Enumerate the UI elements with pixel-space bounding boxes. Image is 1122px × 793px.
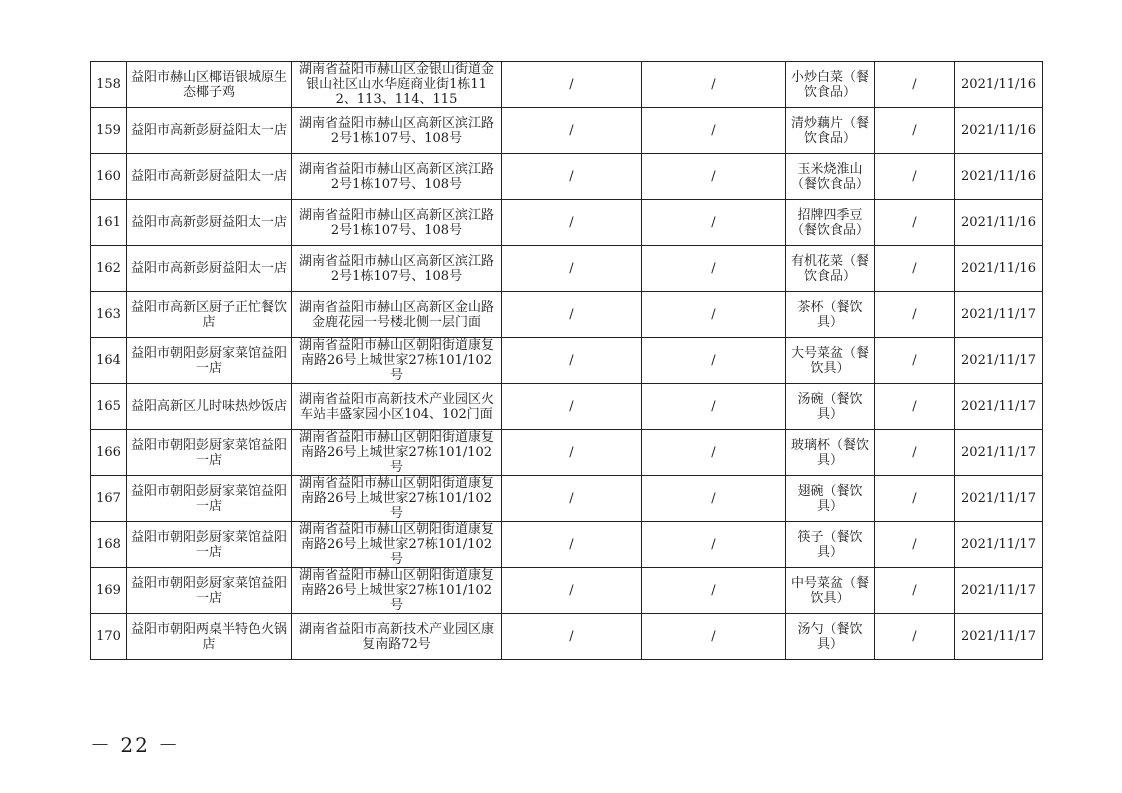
cell-row-index: 163	[91, 292, 127, 338]
cell-business-address: 湖南省益阳市赫山区朝阳街道康复南路26号上城世家27栋101/102号	[292, 522, 502, 568]
cell-business-address: 湖南省益阳市赫山区高新区滨江路2号1栋107号、108号	[292, 154, 502, 200]
table-row	[91, 62, 1043, 108]
cell-trademark: /	[502, 108, 642, 154]
cell-specification: /	[642, 384, 786, 430]
cell-trademark: /	[502, 384, 642, 430]
cell-trademark: /	[502, 522, 642, 568]
cell-row-index: 164	[91, 338, 127, 384]
cell-business-address: 湖南省益阳市赫山区高新区金山路金鹿花园一号楼北侧一层门面	[292, 292, 502, 338]
cell-business-address: 湖南省益阳市高新技术产业园区康复南路72号	[292, 614, 502, 660]
cell-business-name: 益阳市朝阳彭厨家菜馆益阳一店	[127, 430, 292, 476]
table-body	[91, 62, 1043, 660]
table-row	[91, 568, 1043, 614]
cell-sample-name: 茶杯（餐饮具）	[786, 292, 875, 338]
cell-manufacture-date: /	[875, 338, 955, 384]
cell-business-address: 湖南省益阳市赫山区金银山街道金银山社区山水华庭商业街1栋112、113、114、115	[292, 62, 502, 108]
cell-manufacture-date: /	[875, 430, 955, 476]
cell-row-index: 162	[91, 246, 127, 292]
cell-row-index: 158	[91, 62, 127, 108]
cell-business-name: 益阳市朝阳彭厨家菜馆益阳一店	[127, 476, 292, 522]
cell-trademark: /	[502, 246, 642, 292]
cell-inspection-date: 2021/11/17	[955, 338, 1043, 384]
cell-trademark: /	[502, 62, 642, 108]
cell-manufacture-date: /	[875, 246, 955, 292]
cell-inspection-date: 2021/11/17	[955, 522, 1043, 568]
cell-business-name: 益阳高新区儿时味热炒饭店	[127, 384, 292, 430]
table-row	[91, 154, 1043, 200]
table-row	[91, 614, 1043, 660]
cell-specification: /	[642, 108, 786, 154]
cell-inspection-date: 2021/11/16	[955, 154, 1043, 200]
inspection-table	[90, 61, 1043, 660]
cell-sample-name: 筷子（餐饮具）	[786, 522, 875, 568]
cell-business-address: 湖南省益阳市赫山区高新区滨江路2号1栋107号、108号	[292, 108, 502, 154]
table-row	[91, 476, 1043, 522]
cell-sample-name: 大号菜盆（餐饮具）	[786, 338, 875, 384]
cell-specification: /	[642, 246, 786, 292]
cell-inspection-date: 2021/11/17	[955, 292, 1043, 338]
cell-business-address: 湖南省益阳市赫山区朝阳街道康复南路26号上城世家27栋101/102号	[292, 568, 502, 614]
table-row	[91, 108, 1043, 154]
cell-business-name: 益阳市朝阳两桌半特色火锅店	[127, 614, 292, 660]
cell-business-name: 益阳市高新区厨子正忙餐饮店	[127, 292, 292, 338]
cell-sample-name: 汤勺（餐饮具）	[786, 614, 875, 660]
cell-trademark: /	[502, 614, 642, 660]
cell-sample-name: 小炒白菜（餐饮食品）	[786, 62, 875, 108]
cell-sample-name: 玉米烧淮山（餐饮食品）	[786, 154, 875, 200]
cell-inspection-date: 2021/11/16	[955, 200, 1043, 246]
cell-row-index: 160	[91, 154, 127, 200]
cell-row-index: 161	[91, 200, 127, 246]
cell-inspection-date: 2021/11/16	[955, 246, 1043, 292]
cell-manufacture-date: /	[875, 62, 955, 108]
cell-inspection-date: 2021/11/17	[955, 384, 1043, 430]
cell-row-index: 169	[91, 568, 127, 614]
cell-manufacture-date: /	[875, 154, 955, 200]
cell-manufacture-date: /	[875, 384, 955, 430]
cell-trademark: /	[502, 476, 642, 522]
cell-manufacture-date: /	[875, 568, 955, 614]
table-row	[91, 430, 1043, 476]
cell-sample-name: 汤碗（餐饮具）	[786, 384, 875, 430]
cell-business-name: 益阳市朝阳彭厨家菜馆益阳一店	[127, 522, 292, 568]
cell-manufacture-date: /	[875, 200, 955, 246]
cell-business-name: 益阳市高新彭厨益阳太一店	[127, 200, 292, 246]
cell-specification: /	[642, 522, 786, 568]
cell-inspection-date: 2021/11/16	[955, 108, 1043, 154]
cell-inspection-date: 2021/11/17	[955, 614, 1043, 660]
cell-business-name: 益阳市高新彭厨益阳太一店	[127, 154, 292, 200]
cell-row-index: 159	[91, 108, 127, 154]
cell-sample-name: 清炒藕片（餐饮食品）	[786, 108, 875, 154]
cell-trademark: /	[502, 430, 642, 476]
cell-business-address: 湖南省益阳市赫山区朝阳街道康复南路26号上城世家27栋101/102号	[292, 430, 502, 476]
cell-inspection-date: 2021/11/16	[955, 62, 1043, 108]
cell-manufacture-date: /	[875, 614, 955, 660]
cell-specification: /	[642, 568, 786, 614]
cell-manufacture-date: /	[875, 476, 955, 522]
cell-business-name: 益阳市高新彭厨益阳太一店	[127, 246, 292, 292]
cell-manufacture-date: /	[875, 292, 955, 338]
cell-manufacture-date: /	[875, 522, 955, 568]
cell-specification: /	[642, 154, 786, 200]
table-row	[91, 246, 1043, 292]
cell-row-index: 167	[91, 476, 127, 522]
cell-specification: /	[642, 476, 786, 522]
cell-trademark: /	[502, 568, 642, 614]
cell-specification: /	[642, 200, 786, 246]
cell-trademark: /	[502, 292, 642, 338]
cell-specification: /	[642, 292, 786, 338]
cell-business-address: 湖南省益阳市高新技术产业园区火车站丰盛家园小区104、102门面	[292, 384, 502, 430]
cell-inspection-date: 2021/11/17	[955, 430, 1043, 476]
cell-business-name: 益阳市朝阳彭厨家菜馆益阳一店	[127, 338, 292, 384]
cell-specification: /	[642, 62, 786, 108]
cell-sample-name: 玻璃杯（餐饮具）	[786, 430, 875, 476]
page-number: － 22 －	[90, 733, 181, 757]
cell-row-index: 166	[91, 430, 127, 476]
cell-business-name: 益阳市赫山区椰语银城原生态椰子鸡	[127, 62, 292, 108]
cell-row-index: 170	[91, 614, 127, 660]
table-row	[91, 200, 1043, 246]
cell-business-address: 湖南省益阳市赫山区朝阳街道康复南路26号上城世家27栋101/102号	[292, 476, 502, 522]
cell-trademark: /	[502, 338, 642, 384]
cell-manufacture-date: /	[875, 108, 955, 154]
cell-business-address: 湖南省益阳市赫山区朝阳街道康复南路26号上城世家27栋101/102号	[292, 338, 502, 384]
cell-sample-name: 中号菜盆（餐饮具）	[786, 568, 875, 614]
cell-row-index: 168	[91, 522, 127, 568]
cell-specification: /	[642, 614, 786, 660]
cell-specification: /	[642, 430, 786, 476]
cell-business-name: 益阳市高新彭厨益阳太一店	[127, 108, 292, 154]
cell-row-index: 165	[91, 384, 127, 430]
table-row	[91, 292, 1043, 338]
cell-sample-name: 招牌四季豆（餐饮食品）	[786, 200, 875, 246]
cell-inspection-date: 2021/11/17	[955, 476, 1043, 522]
cell-trademark: /	[502, 154, 642, 200]
cell-trademark: /	[502, 200, 642, 246]
cell-business-address: 湖南省益阳市赫山区高新区滨江路2号1栋107号、108号	[292, 246, 502, 292]
cell-sample-name: 有机花菜（餐饮食品）	[786, 246, 875, 292]
cell-business-address: 湖南省益阳市赫山区高新区滨江路2号1栋107号、108号	[292, 200, 502, 246]
cell-sample-name: 翅碗（餐饮具）	[786, 476, 875, 522]
table-row	[91, 338, 1043, 384]
cell-business-name: 益阳市朝阳彭厨家菜馆益阳一店	[127, 568, 292, 614]
cell-specification: /	[642, 338, 786, 384]
cell-inspection-date: 2021/11/17	[955, 568, 1043, 614]
table-row	[91, 384, 1043, 430]
table-row	[91, 522, 1043, 568]
